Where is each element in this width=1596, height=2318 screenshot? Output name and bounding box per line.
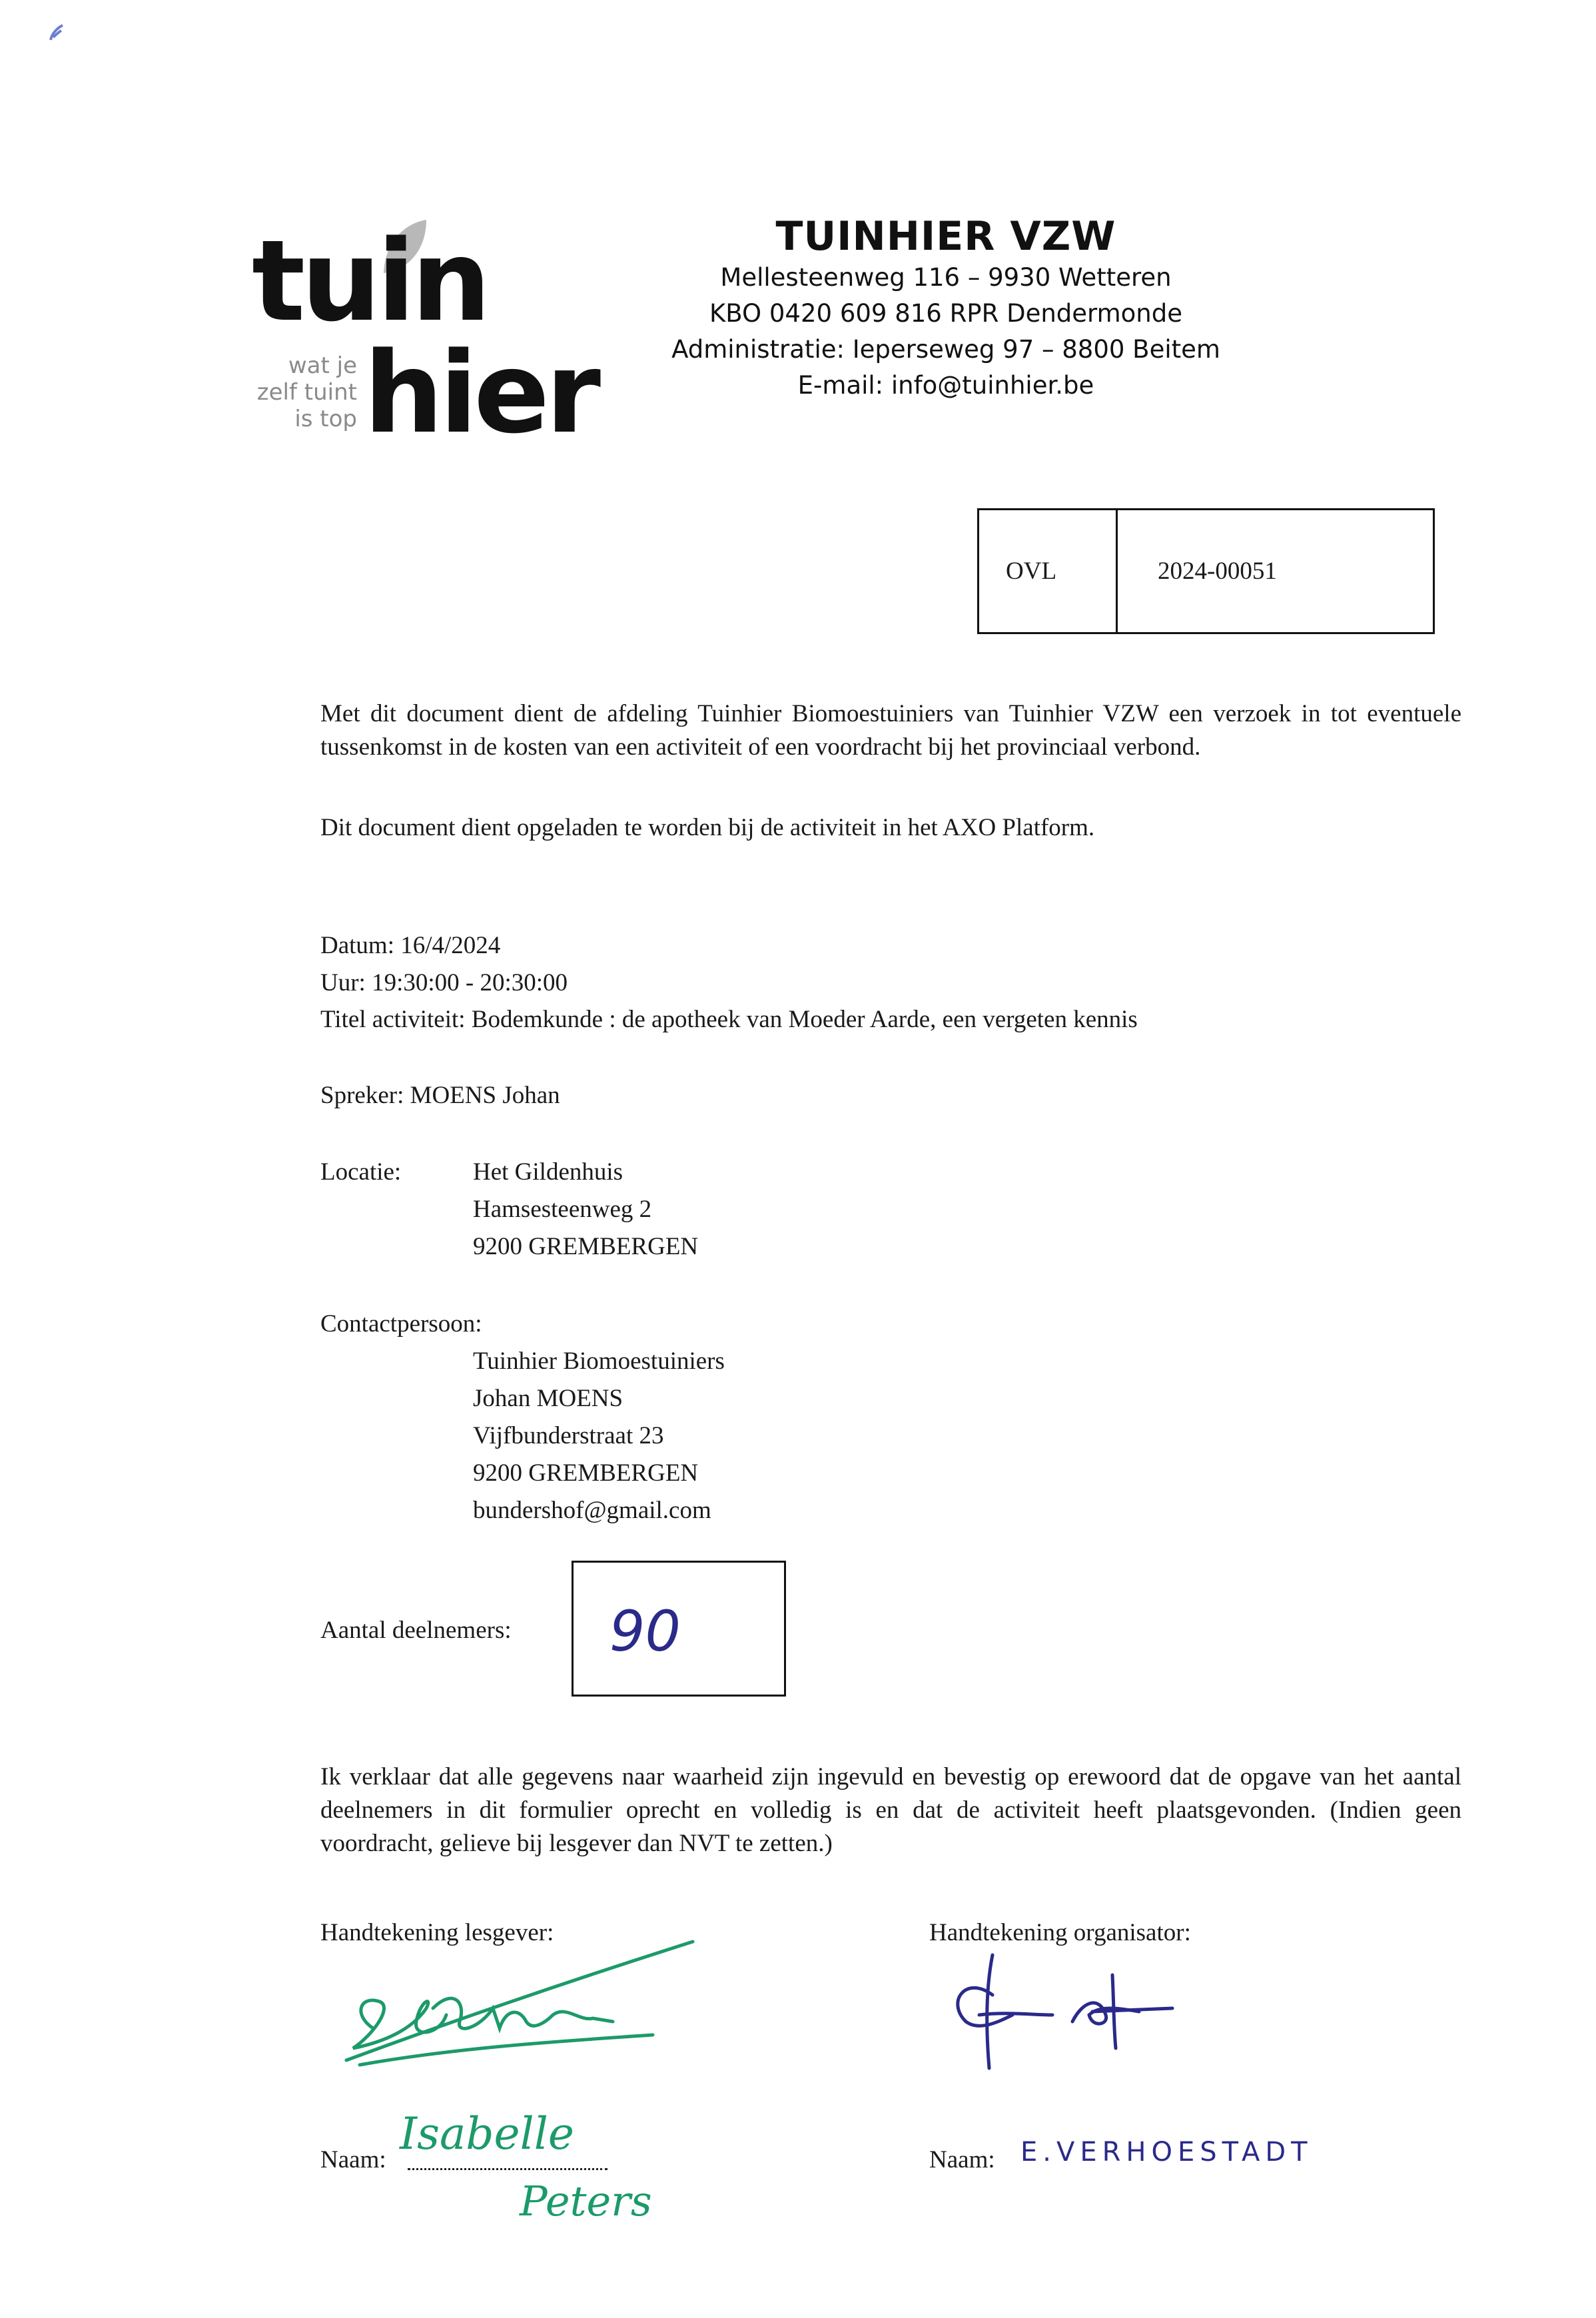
- name-organizer-handwritten: E.VERHOESTADT: [1020, 2137, 1313, 2167]
- contact-line: 9200 GREMBERGEN: [473, 1459, 699, 1487]
- region-code: OVL: [979, 510, 1118, 632]
- contact-line: Vijfbunderstraat 23: [473, 1422, 664, 1449]
- org-registration: KBO 0420 609 816 RPR Dendermonde: [709, 299, 1182, 328]
- participants-value: 90: [609, 1599, 681, 1664]
- org-title: TUINHIER VZW: [775, 213, 1116, 260]
- org-address: Mellesteenweg 116 – 9930 Wetteren: [720, 263, 1172, 292]
- signature-organizer: [939, 1948, 1179, 2075]
- contact-label: Contactpersoon:: [320, 1310, 482, 1338]
- signature-organizer-label: Handtekening organisator:: [929, 1919, 1191, 1946]
- declaration-paragraph: Ik verklaar dat alle gegevens naar waarheid zijn ingevuld en bevestig op erewoord dat de opgave van het aantal deelnemers in dit formulier oprecht en volledig is en dat de activiteit heeft plaatsgevonden. (Indien geen voordracht, gelieve bij lesgever dan NVT te zetten.): [320, 1763, 1461, 1857]
- location-label: Locatie:: [320, 1158, 402, 1186]
- location-line: Hamsesteenweg 2: [473, 1196, 652, 1223]
- upload-note: Dit document dient opgeladen te worden bij de activiteit in het AXO Platform.: [320, 814, 1095, 841]
- contact-email: bundershof@gmail.com: [473, 1497, 711, 1524]
- event-time: Uur: 19:30:00 - 20:30:00: [320, 969, 568, 996]
- location-line: 9200 GREMBERGEN: [473, 1233, 699, 1260]
- intro-paragraph: Met dit document dient de afdeling Tuinhier Biomoestuiniers van Tuinhier VZW een verzoek in tot eventuele tussenkomst in de kosten van een activiteit of een voordracht bij het provinciaal verbond.: [320, 700, 1461, 761]
- event-title: Titel activiteit: Bodemkunde : de apotheek van Moeder Aarde, een vergeten kennis: [320, 1006, 1138, 1033]
- reference-box: [977, 508, 1435, 634]
- name-organizer-label: Naam:: [929, 2146, 995, 2173]
- logo-tagline-3: is top: [294, 406, 357, 432]
- logo-tagline-2: zelf tuint: [256, 379, 357, 406]
- location-block: [473, 1154, 698, 1266]
- name-teacher-handwritten-2: Peters: [520, 2177, 652, 2225]
- logo-tagline-1: wat je: [288, 352, 357, 379]
- signature-teacher-label: Handtekening lesgever:: [320, 1919, 554, 1946]
- letterhead: [599, 213, 1292, 404]
- org-admin-address: Administratie: Ieperseweg 97 – 8800 Beitem: [671, 335, 1220, 364]
- participants-label: Aantal deelnemers:: [320, 1617, 512, 1644]
- event-speaker: Spreker: MOENS Johan: [320, 1082, 560, 1109]
- scan-speck: [48, 23, 65, 43]
- name-teacher-handwritten-1: Isabelle: [400, 2108, 574, 2159]
- org-email: E-mail: info@tuinhier.be: [797, 371, 1094, 400]
- signature-teacher: [333, 1928, 706, 2095]
- logo-wordmark-top: tuin: [252, 216, 488, 346]
- contact-block: [473, 1343, 725, 1529]
- contact-line: Tuinhier Biomoestuiniers: [473, 1348, 725, 1375]
- name-teacher-label: Naam:: [320, 2146, 386, 2173]
- tuinhier-logo-graphic: [252, 216, 597, 458]
- event-date: Datum: 16/4/2024: [320, 932, 501, 959]
- tuinhier-logo: [252, 216, 597, 458]
- reference-number: 2024-00051: [1158, 558, 1277, 585]
- contact-line: Johan MOENS: [473, 1385, 623, 1412]
- location-line: Het Gildenhuis: [473, 1158, 623, 1186]
- logo-wordmark-bottom: hier: [364, 328, 597, 458]
